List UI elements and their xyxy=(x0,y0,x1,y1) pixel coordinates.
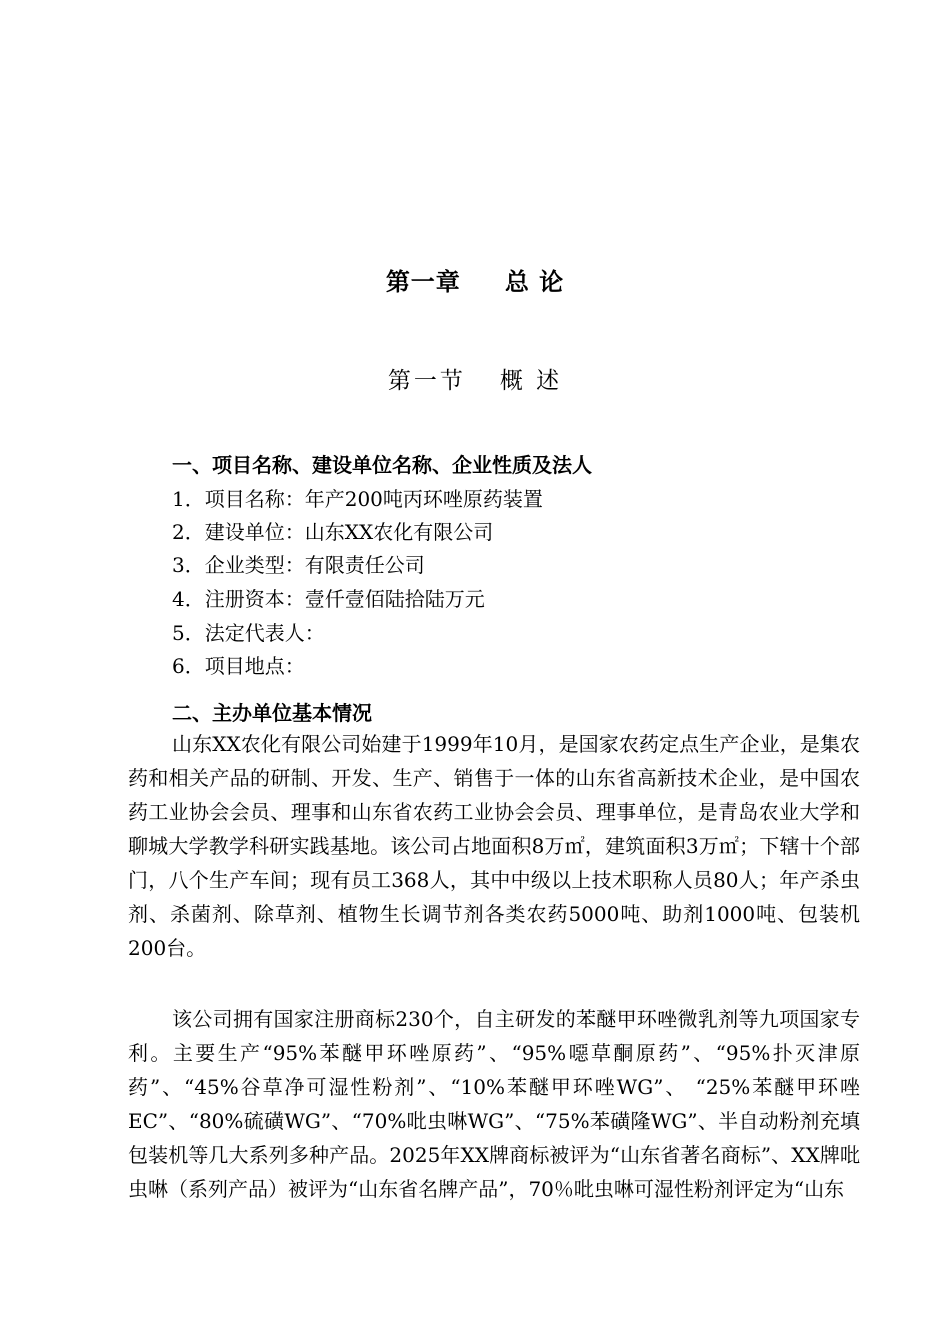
list-item-company-type: 3．企业类型：有限责任公司 xyxy=(172,553,425,577)
heading-project-info: 一、项目名称、建设单位名称、企业性质及法人 xyxy=(172,453,592,477)
section-title xyxy=(0,362,950,395)
heading-company-overview: 二、主办单位基本情况 xyxy=(172,701,372,725)
paragraph-products: 该公司拥有国家注册商标230个，自主研发的苯醚甲环唑微乳剂等九项国家专利。主要生产“95%苯醚甲环唑原药”、“95%噁草酮原药”、“95%扑灭津原药”、“45%谷草净可湿性粉剂”、“10%苯醚甲环唑WG”、 “25%苯醚甲环唑EC”、“80%硫磺WG”、“70%吡虫啉WG”、“75%苯磺隆WG”、半自动粉剂充填包装机等几大系列多种产品。2025年XX牌商标被评为“山东省著名商标”、XX牌吡虫啉（系列产品）被评为“山东省名牌产品”，70％吡虫啉可湿性粉剂评定为“山东 xyxy=(128,1007,860,1201)
chapter-label: 第一章 xyxy=(385,268,461,296)
paragraph-company-history: 山东XX农化有限公司始建于1999年10月，是国家农药定点生产企业，是集农药和相关产品的研制、开发、生产、销售于一体的山东省高新技术企业，是中国农药工业协会会员、理事和山东省农药工业协会会员、理事单位，是青岛农业大学和聊城大学教学科研实践基地。该公司占地面积8万㎡，建筑面积3万㎡；下辖十个部门，八个生产车间；现有员工368人，其中中级以上技术职称人员80人；年产杀虫剂、杀菌剂、除草剂、植物生长调节剂各类农药5000吨、助剂1000吨、包装机200台。 xyxy=(128,732,860,960)
list-item-capital: 4．注册资本：壹仟壹佰陆拾陆万元 xyxy=(172,587,485,611)
section-name: 概 述 xyxy=(499,368,563,394)
list-item-legal-rep: 5．法定代表人： xyxy=(172,621,325,645)
chapter-name: 总 论 xyxy=(504,268,565,296)
list-item-location: 6．项目地点： xyxy=(172,654,305,678)
section-label: 第一节 xyxy=(387,368,466,394)
list-item-builder: 2．建设单位：山东XX农化有限公司 xyxy=(172,520,494,544)
chapter-title xyxy=(0,262,950,297)
list-item-project-name: 1．项目名称：年产200吨丙环唑原药装置 xyxy=(172,487,543,511)
